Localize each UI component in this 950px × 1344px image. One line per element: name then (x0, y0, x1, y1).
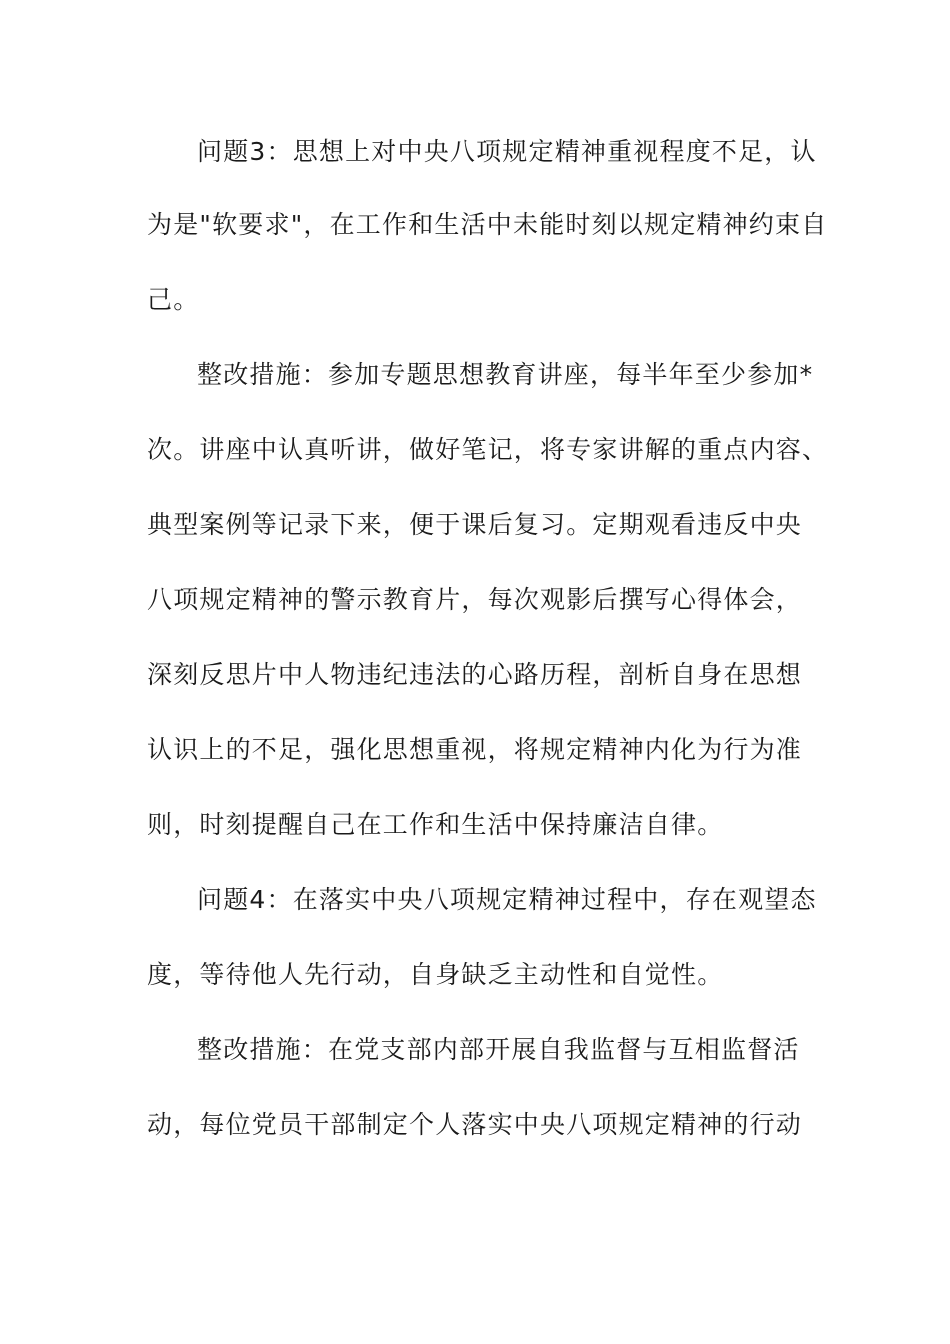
problem-3-line-1: 问题3：思想上对中央八项规定精神重视程度不足，认 (197, 137, 817, 166)
problem-4-line-2: 度，等待他人先行动，自身缺乏主动性和自觉性。 (147, 960, 724, 989)
measure-3-line-6: 认识上的不足，强化思想重视，将规定精神内化为行为准 (147, 735, 803, 764)
measure-3-line-5: 深刻反思片中人物违纪违法的心路历程，剖析自身在思想 (147, 660, 803, 689)
measure-3-line-4: 八项规定精神的警示教育片，每次观影后撰写心得体会， (147, 585, 803, 614)
measure-4-line-2: 动，每位党员干部制定个人落实中央八项规定精神的行动 (147, 1110, 803, 1139)
measure-3-line-3: 典型案例等记录下来，便于课后复习。定期观看违反中央 (147, 510, 803, 539)
measure-3-line-1: 整改措施：参加专题思想教育讲座，每半年至少参加* (197, 360, 814, 389)
measure-4-line-1: 整改措施：在党支部内部开展自我监督与互相监督活 (197, 1035, 800, 1064)
problem-3-line-3: 己。 (147, 285, 200, 314)
measure-3-line-7: 则，时刻提醒自己在工作和生活中保持廉洁自律。 (147, 810, 724, 839)
problem-4-line-1: 问题4：在落实中央八项规定精神过程中，存在观望态 (197, 885, 817, 914)
problem-3-line-2: 为是"软要求"，在工作和生活中未能时刻以规定精神约束自 (147, 210, 828, 239)
measure-3-line-2: 次。讲座中认真听讲，做好笔记，将专家讲解的重点内容、 (147, 435, 829, 464)
